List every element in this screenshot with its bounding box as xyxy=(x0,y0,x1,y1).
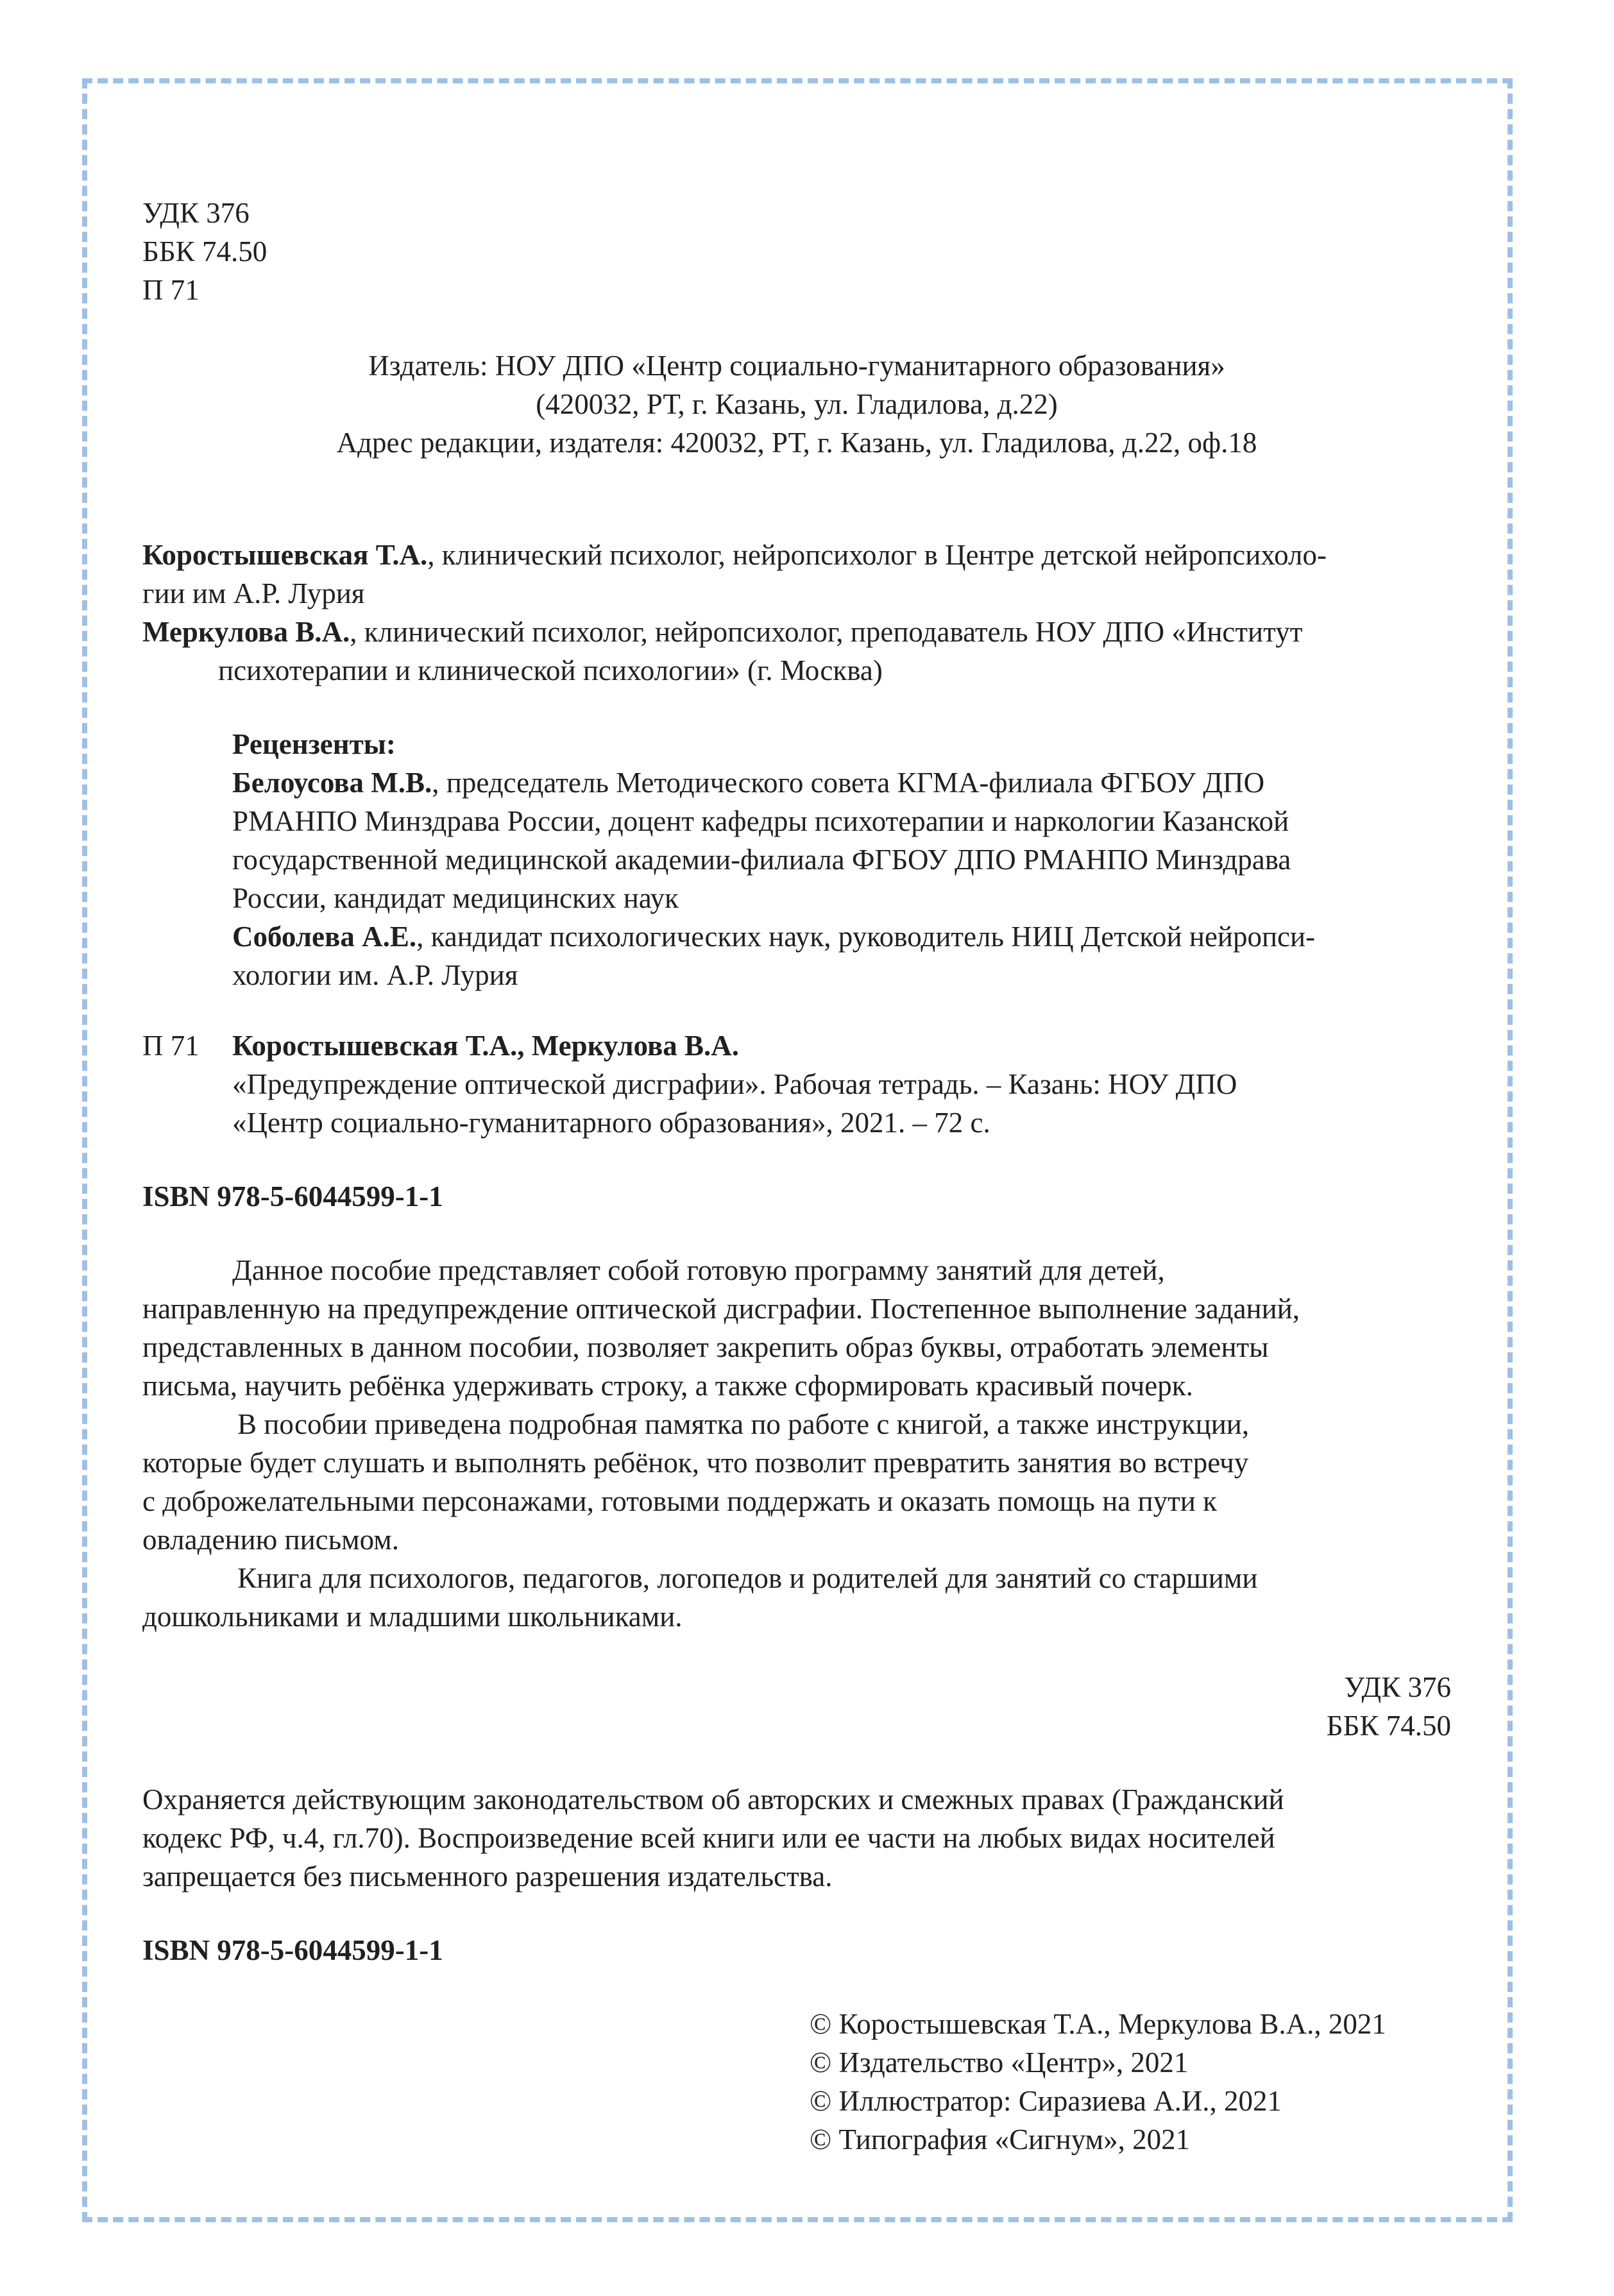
reviewer-2-line-1 xyxy=(232,917,1315,956)
reviewer-2-line-2: хологии им. А.Р. Лурия xyxy=(232,959,518,991)
isbn: ISBN 978-5-6044599-1-1 xyxy=(142,1180,443,1212)
abstract-p2-line-2: которые будет слушать и выполнять ребёнок, что позволит превратить занятия во встречу xyxy=(142,1447,1249,1479)
abstract-p1-line-3: представленных в данном пособии, позволяет закрепить образ буквы, отработать элементы xyxy=(142,1331,1269,1363)
copyright-line-4: © Типография «Сигнум», 2021 xyxy=(810,2123,1191,2156)
abstract-p1-line-1: Данное пособие представляет собой готовую программу занятий для детей, xyxy=(232,1254,1165,1286)
copyright-notice-line-2: кодекс РФ, ч.4, гл.70). Воспроизведение всей книги или ее части на любых видах носителей xyxy=(142,1822,1275,1854)
reviewer-1-line-3: государственной медицинской академии-филиала ФГБОУ ДПО РМАНПО Минздрава xyxy=(232,844,1291,876)
author-2-line-1 xyxy=(142,613,1302,651)
reviewer-2-name: Соболева А.Е. xyxy=(232,921,417,953)
citation-authors: Коростышевская Т.А., Меркулова В.А. xyxy=(232,1030,740,1062)
author-1-line-1 xyxy=(142,536,1327,574)
citation-line-3: «Центр социально-гуманитарного образования», 2021. – 72 с. xyxy=(232,1107,990,1139)
author-1-line-2: гии им А.Р. Лурия xyxy=(142,577,365,609)
udk-code: УДК 376 xyxy=(142,197,250,229)
publisher-line-3: Адрес редакции, издателя: 420032, РТ, г. Казань, ул. Гладилова, д.22, оф.18 xyxy=(336,427,1257,459)
copyright-line-1: © Коростышевская Т.А., Меркулова В.А., 2021 xyxy=(810,2008,1386,2040)
reviewer-1-line-4: России, кандидат медицинских наук xyxy=(232,882,679,914)
abstract-p2-line-1: В пособии приведена подробная памятка по работе с книгой, а также инструкции, xyxy=(237,1408,1250,1440)
abstract-p2-line-3: с доброжелательными персонажами, готовыми поддержать и оказать помощь на пути к xyxy=(142,1485,1217,1517)
copyright-notice-line-3: запрещается без письменного разрешения издательства. xyxy=(142,1860,833,1892)
bbk-code: ББК 74.50 xyxy=(142,235,268,268)
citation-line-2: «Предупреждение оптической дисграфии». Рабочая тетрадь. – Казань: НОУ ДПО xyxy=(232,1068,1237,1100)
author-1-desc: , клинический психолог, нейропсихолог в Центре детской нейропсихоло- xyxy=(427,539,1327,571)
copyright-notice-line-1: Охраняется действующим законодательством об авторских и смежных правах (Гражданский xyxy=(142,1783,1284,1816)
copyright-line-3: © Иллюстратор: Сиразиева А.И., 2021 xyxy=(810,2085,1282,2117)
footer-bbk-code: ББК 74.50 xyxy=(1326,1710,1451,1742)
citation-code: П 71 xyxy=(142,1030,200,1062)
author-2-desc: , клинический психолог, нейропсихолог, преподаватель НОУ ДПО «Институт xyxy=(350,616,1303,648)
abstract-p1-line-2: направленную на предупреждение оптической дисграфии. Постепенное выполнение заданий, xyxy=(142,1293,1300,1325)
abstract-p2-line-4: овладению письмом. xyxy=(142,1524,399,1556)
publisher-line-1: Издатель: НОУ ДПО «Центр социально-гуманитарного образования» xyxy=(368,350,1225,382)
copyright-line-2: © Издательство «Центр», 2021 xyxy=(810,2046,1189,2079)
publisher-line-2: (420032, РТ, г. Казань, ул. Гладилова, д.22) xyxy=(536,388,1058,420)
footer-udk-code: УДК 376 xyxy=(1344,1671,1451,1703)
isbn-bottom: ISBN 978-5-6044599-1-1 xyxy=(142,1934,443,1966)
abstract-p3-line-1: Книга для психологов, педагогов, логопедов и родителей для занятий со старшими xyxy=(237,1562,1258,1594)
author-2-line-2: психотерапии и клинической психологии» (г. Москва) xyxy=(218,654,883,686)
reviewers-title: Рецензенты: xyxy=(232,728,396,760)
author-2-name: Меркулова В.А. xyxy=(142,616,350,648)
reviewer-2-desc: , кандидат психологических наук, руководитель НИЦ Детской нейропси- xyxy=(416,921,1316,953)
author-mark: П 71 xyxy=(142,274,200,306)
reviewer-1-desc: , председатель Методического совета КГМА-филиала ФГБОУ ДПО xyxy=(432,767,1265,799)
reviewer-1-name: Белоусова М.В. xyxy=(232,767,432,799)
abstract-p1-line-4: письма, научить ребёнка удерживать строку, а также сформировать красивый почерк. xyxy=(142,1370,1193,1402)
abstract-p3-line-2: дошкольниками и младшими школьниками. xyxy=(142,1601,683,1633)
reviewer-1-line-2: РМАНПО Минздрава России, доцент кафедры психотерапии и наркологии Казанской xyxy=(232,805,1289,837)
author-1-name: Коростышевская Т.А. xyxy=(142,539,428,571)
reviewer-1-line-1 xyxy=(232,763,1264,802)
